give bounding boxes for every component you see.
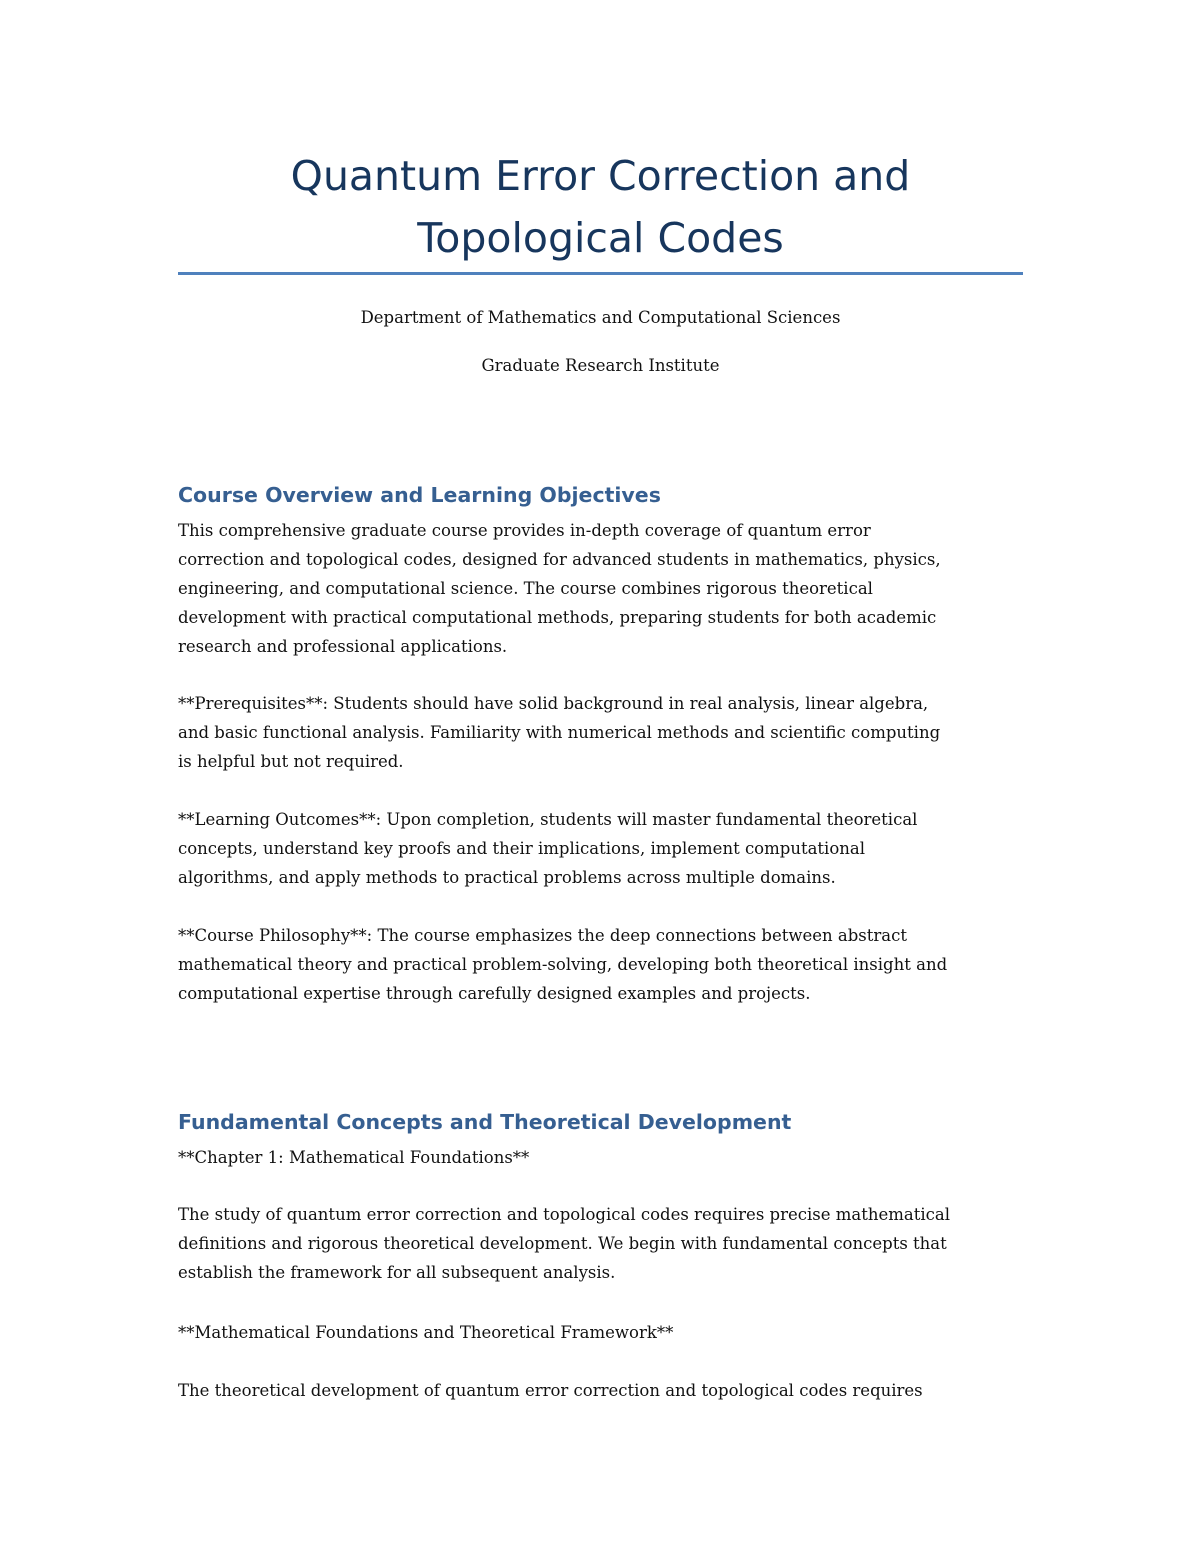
text-line: **Learning Outcomes**: Upon completion, students will master fundamental theoretical [178, 810, 918, 829]
title-underline-rule [178, 272, 1023, 275]
paragraph-course-description [178, 516, 1028, 661]
text-line: concepts, understand key proofs and their implications, implement computational [178, 839, 866, 858]
title-line: Topological Codes [417, 214, 784, 262]
institute-name: Graduate Research Institute [481, 356, 720, 375]
title-line: Quantum Error Correction and [290, 152, 911, 200]
paragraph-learning-outcomes [178, 805, 1028, 892]
text-line: engineering, and computational science. The course combines rigorous theoretical [178, 579, 873, 598]
text-line: definitions and rigorous theoretical development. We begin with fundamental concepts that [178, 1234, 947, 1253]
text-line: **Chapter 1: Mathematical Foundations** [178, 1148, 530, 1167]
section-heading-course-overview: Course Overview and Learning Objectives [178, 483, 661, 507]
text-line: This comprehensive graduate course provides in-depth coverage of quantum error [178, 521, 871, 540]
text-line: **Mathematical Foundations and Theoretical Framework** [178, 1323, 674, 1342]
text-line: is helpful but not required. [178, 752, 404, 771]
text-line: correction and topological codes, designed for advanced students in mathematics, physics, [178, 550, 941, 569]
paragraph-chapter-1-heading [178, 1143, 1028, 1172]
text-line: mathematical theory and practical problem-solving, developing both theoretical insight and [178, 955, 948, 974]
text-line: The theoretical development of quantum error correction and topological codes requires [178, 1381, 923, 1400]
paragraph-prerequisites [178, 689, 1028, 776]
text-line: computational expertise through carefully designed examples and projects. [178, 984, 811, 1003]
paragraph-course-philosophy [178, 921, 1028, 1008]
paragraph-foundations-heading [178, 1318, 1028, 1347]
paragraph-theoretical-development [178, 1376, 1028, 1405]
text-line: development with practical computational methods, preparing students for both academic [178, 608, 937, 627]
text-line: **Course Philosophy**: The course emphasizes the deep connections between abstract [178, 926, 907, 945]
paragraph-study-introduction [178, 1200, 1028, 1287]
text-line: establish the framework for all subsequent analysis. [178, 1263, 616, 1282]
text-line: algorithms, and apply methods to practical problems across multiple domains. [178, 868, 836, 887]
text-line: and basic functional analysis. Familiarity with numerical methods and scientific computing [178, 723, 941, 742]
text-line: research and professional applications. [178, 637, 508, 656]
text-line: **Prerequisites**: Students should have solid background in real analysis, linear algebra, [178, 694, 929, 713]
section-heading-fundamental-concepts: Fundamental Concepts and Theoretical Development [178, 1110, 792, 1134]
document-title [178, 145, 1023, 269]
department-name: Department of Mathematics and Computational Sciences [360, 308, 841, 327]
text-line: The study of quantum error correction and topological codes requires precise mathematical [178, 1205, 950, 1224]
